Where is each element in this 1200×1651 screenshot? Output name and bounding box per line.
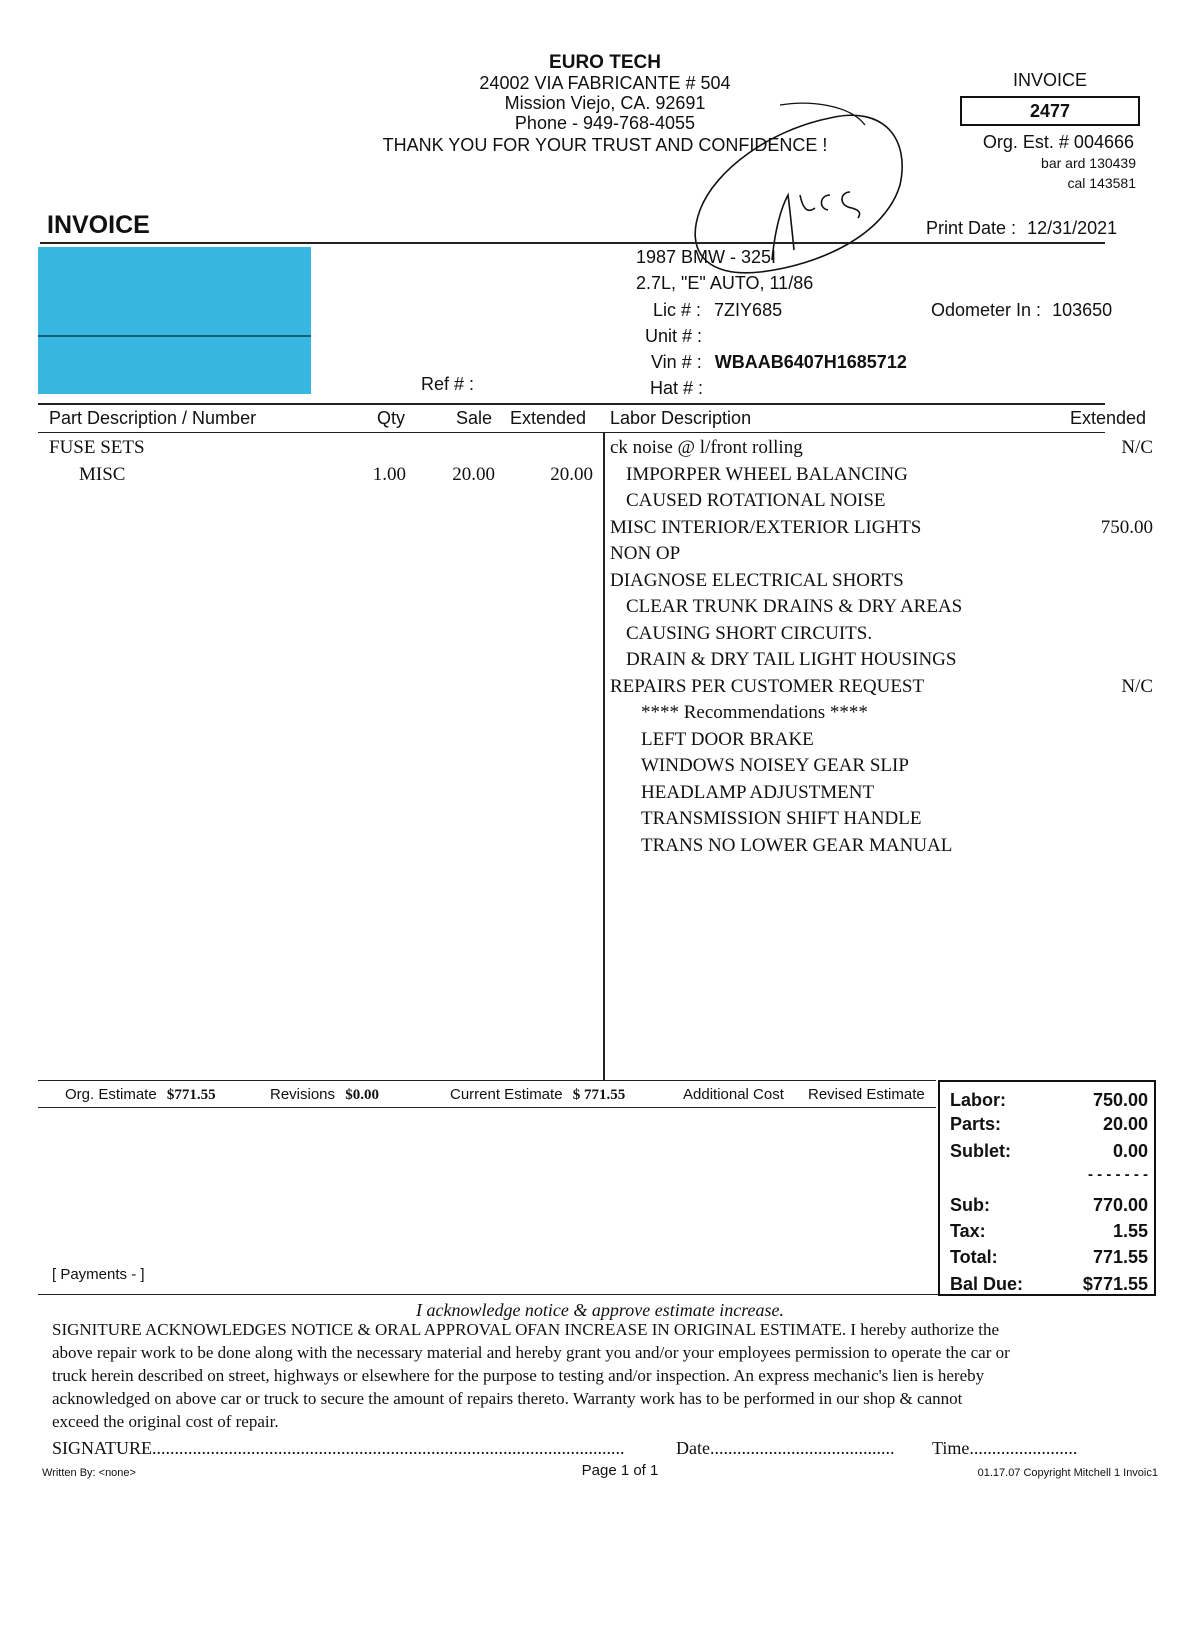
odometer (931, 300, 1112, 321)
labor-line: LEFT DOOR BRAKE (641, 729, 814, 750)
revisions-value: $0.00 (345, 1087, 379, 1103)
sub-total-label: Sub: (950, 1195, 990, 1215)
legal-line: SIGNITURE ACKNOWLEDGES NOTICE & ORAL APPROVAL OFAN INCREASE IN ORIGINAL ESTIMATE. I hereby authorize the (52, 1320, 1000, 1339)
col-labor-description: Labor Description (610, 408, 752, 428)
labor-amount: N/C (1121, 676, 1153, 697)
sublet-total-label: Sublet: (950, 1141, 1011, 1161)
hat-label: Hat # : (650, 378, 704, 398)
org-est-number: Org. Est. # 004666 (982, 132, 1134, 152)
labor-amount: 750.00 (1100, 517, 1153, 538)
revised-estimate-label: Revised Estimate (808, 1086, 925, 1103)
shop-address: 24002 VIA FABRICANTE # 504 (479, 73, 731, 93)
header-divider (40, 242, 1105, 244)
bar-number: bar ard 130439 (1041, 155, 1136, 171)
vehicle-lic (653, 300, 782, 321)
date-field[interactable]: Date......................................... (676, 1438, 895, 1458)
payments-label: [ Payments - ] (52, 1266, 145, 1283)
column-header-bottom-line (38, 432, 1105, 433)
labor-line: TRANS NO LOWER GEAR MANUAL (641, 835, 953, 856)
lic-value: 7ZIY685 (714, 300, 783, 320)
org-estimate-label: Org. Estimate (65, 1086, 157, 1103)
estimate-top-line (38, 1080, 936, 1081)
parts-labor-divider (603, 432, 605, 1080)
invoice-number: 2477 (1029, 101, 1071, 121)
revisions-label: Revisions (270, 1086, 336, 1103)
shop-city: Mission Viejo, CA. 92691 (504, 93, 706, 113)
lic-label: Lic # : (653, 300, 702, 320)
odometer-value: 103650 (1052, 300, 1113, 320)
legal-line: exceed the original cost of repair. (52, 1412, 279, 1431)
vehicle-model: 1987 BMW - 325I (636, 247, 777, 267)
totals-dashes: - - - - - - - (1088, 1166, 1148, 1183)
ref-label: Ref # : (421, 374, 475, 394)
sub-total-value: 770.00 (1092, 1195, 1148, 1215)
sublet-total-value: 0.00 (1112, 1141, 1148, 1161)
grand-total-label: Total: (950, 1247, 998, 1267)
labor-line: CLEAR TRUNK DRAINS & DRY AREAS (626, 596, 963, 617)
labor-line: REPAIRS PER CUSTOMER REQUEST (610, 676, 925, 697)
col-extended: Extended (510, 408, 587, 428)
page-title: INVOICE (47, 211, 150, 239)
signature-field[interactable]: SIGNATURE......................................................................................................... (52, 1438, 625, 1458)
labor-total-label: Labor: (950, 1090, 1006, 1110)
shop-name: EURO TECH (549, 52, 661, 73)
labor-amount: N/C (1121, 437, 1153, 458)
additional-cost-label: Additional Cost (683, 1086, 784, 1103)
labor-total-value: 750.00 (1092, 1090, 1148, 1110)
labor-line: MISC INTERIOR/EXTERIOR LIGHTS (610, 517, 922, 538)
labor-line: IMPORPER WHEEL BALANCING (626, 464, 908, 485)
tax-value: 1.55 (1112, 1221, 1148, 1241)
labor-line: DRAIN & DRY TAIL LIGHT HOUSINGS (626, 649, 957, 670)
odometer-label: Odometer In : (931, 300, 1042, 320)
legal-line: truck herein described on street, highways or elsewhere for the purpose to testing and/or inspection. An express mechanic's lien is hereby (52, 1366, 985, 1385)
org-estimate (65, 1086, 216, 1104)
parts-row (79, 464, 125, 486)
balance-due-label: Bal Due: (950, 1274, 1024, 1294)
legal-line: above repair work to be done along with the necessary material and hereby grant you and/or your employees permission to operate the car or (52, 1343, 1010, 1362)
col-part-description: Part Description / Number (49, 408, 257, 428)
labor-line: CAUSED ROTATIONAL NOISE (626, 490, 886, 511)
parts-total-value: 20.00 (1102, 1114, 1148, 1134)
column-header-top-line (38, 403, 1105, 405)
part-desc: MISC (79, 464, 126, 485)
written-by: Written By: <none> (42, 1467, 136, 1479)
col-qty: Qty (377, 408, 406, 428)
vin-value: WBAAB6407H1685712 (714, 352, 907, 372)
invoice-label: INVOICE (1012, 70, 1087, 90)
payments-line (38, 1294, 938, 1295)
tax-label: Tax: (950, 1221, 986, 1241)
legal-paragraph (52, 1318, 1162, 1433)
parts-row (49, 437, 145, 459)
labor-line: HEADLAMP ADJUSTMENT (641, 782, 875, 803)
labor-line: **** Recommendations **** (641, 702, 868, 723)
part-desc: FUSE SETS (49, 437, 145, 458)
part-qty: 1.00 (372, 464, 406, 485)
copyright: 01.17.07 Copyright Mitchell 1 Invoic1 (977, 1467, 1158, 1479)
acknowledge-text: I acknowledge notice & approve estimate increase. (415, 1300, 785, 1320)
col-sale: Sale (456, 408, 493, 428)
labor-line: CAUSING SHORT CIRCUITS. (626, 623, 873, 644)
legal-line: acknowledged on above car or truck to secure the amount of repairs thereto. Warranty work has to be performed in our shop & cannot (52, 1389, 963, 1408)
shop-thanks: THANK YOU FOR YOUR TRUST AND CONFIDENCE ! (382, 135, 828, 155)
parts-total-label: Parts: (950, 1114, 1002, 1134)
estimate-bottom-line (38, 1107, 936, 1108)
unit-label: Unit # : (645, 326, 703, 346)
print-date-label: Print Date : (926, 218, 1017, 238)
labor-line: WINDOWS NOISEY GEAR SLIP (641, 755, 909, 776)
grand-total-value: 771.55 (1092, 1247, 1148, 1267)
shop-phone: Phone - 949-768-4055 (514, 113, 696, 133)
labor-line: ck noise @ l/front rolling (610, 437, 803, 458)
col-labor-extended: Extended (1070, 408, 1147, 428)
current-estimate (450, 1086, 625, 1104)
redaction-block-bottom (38, 337, 311, 394)
current-estimate-label: Current Estimate (450, 1086, 563, 1103)
revisions (270, 1086, 379, 1104)
current-estimate-value: $ 771.55 (572, 1087, 626, 1103)
redaction-divider (38, 335, 311, 337)
print-date (926, 218, 1117, 239)
labor-line: TRANSMISSION SHIFT HANDLE (641, 808, 922, 829)
part-extended: 20.00 (550, 464, 593, 485)
org-estimate-value: $771.55 (166, 1087, 216, 1103)
part-sale: 20.00 (452, 464, 495, 485)
vin-label: Vin # : (651, 352, 702, 372)
labor-line: DIAGNOSE ELECTRICAL SHORTS (610, 570, 904, 591)
vehicle-engine: 2.7L, "E" AUTO, 11/86 (636, 273, 814, 293)
redaction-block-top (38, 247, 311, 335)
vehicle-vin (651, 352, 907, 373)
labor-line: NON OP (610, 543, 681, 564)
cal-number: cal 143581 (1067, 175, 1136, 191)
invoice-number-box (960, 96, 1140, 126)
time-field[interactable]: Time........................ (932, 1438, 1078, 1458)
page-number: Page 1 of 1 (581, 1462, 659, 1479)
print-date-value: 12/31/2021 (1027, 218, 1118, 238)
balance-due-value: $771.55 (1082, 1274, 1148, 1294)
